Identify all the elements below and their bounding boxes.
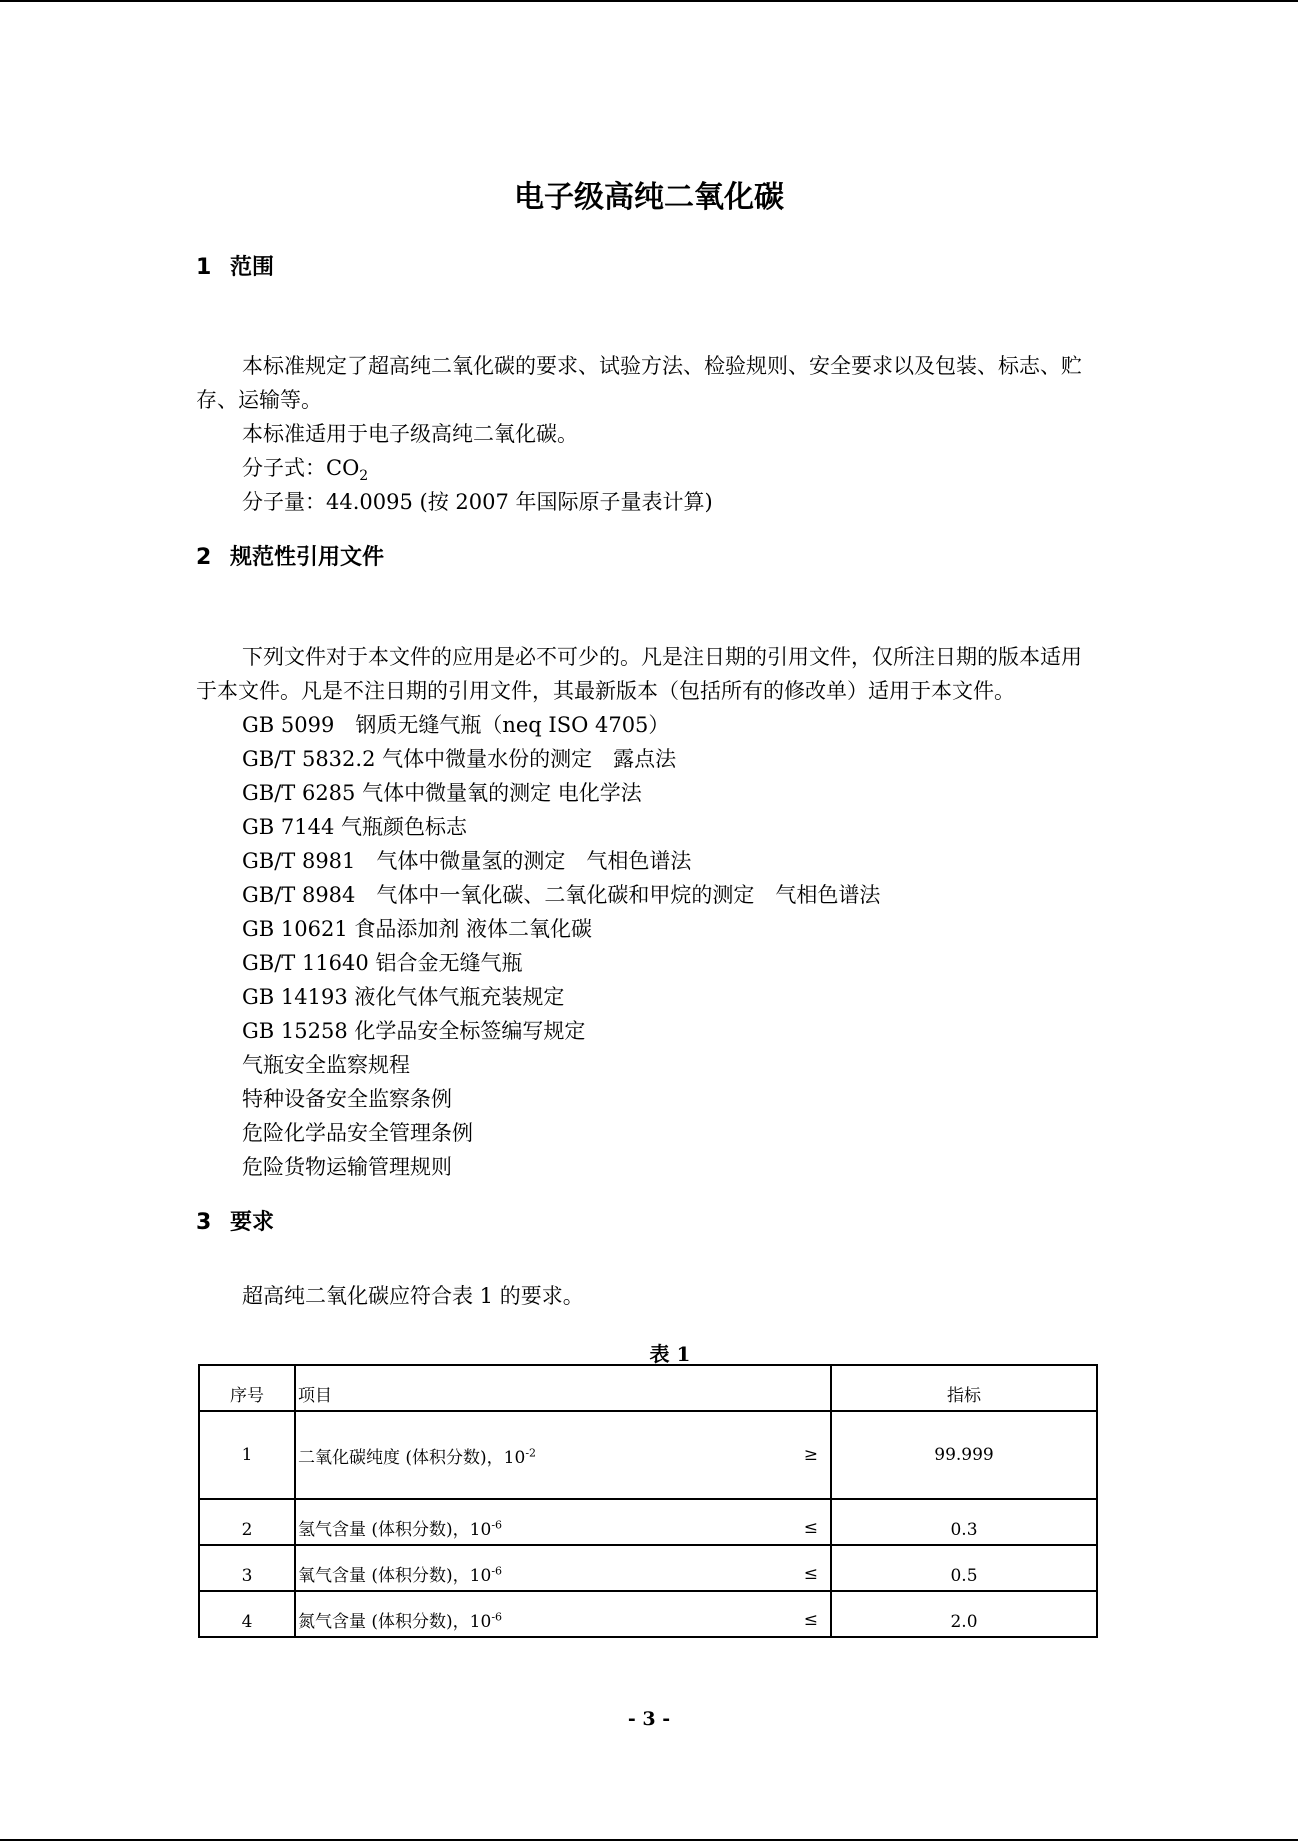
header-item: 项目	[295, 1365, 831, 1411]
document-title: 电子级高纯二氧化碳	[514, 180, 784, 215]
table-row	[199, 1545, 1097, 1591]
section-heading-scope	[196, 250, 274, 281]
reference-item: GB/T 11640 铝合金无缝气瓶	[242, 951, 523, 975]
table-header-row	[199, 1365, 1097, 1411]
section-number: 3	[196, 1210, 212, 1235]
reference-item: 特种设备安全监察条例	[242, 1087, 452, 1111]
row-item-label: 氢气含量 (体积分数)，10	[298, 1520, 492, 1540]
row-item	[295, 1499, 831, 1545]
row-no: 3	[199, 1545, 295, 1591]
section-number: 1	[196, 255, 212, 280]
row-item-exponent: -2	[525, 1445, 537, 1459]
row-no: 2	[199, 1499, 295, 1545]
section-title: 要求	[230, 1210, 275, 1235]
row-item	[295, 1545, 831, 1591]
reference-item: GB 14193 液化气体气瓶充装规定	[242, 985, 565, 1009]
row-comparator: ≤	[803, 1563, 818, 1584]
formula-label: 分子式：CO	[242, 456, 360, 480]
section-heading-requirements	[196, 1205, 274, 1236]
table-caption: 表 1	[649, 1342, 691, 1366]
requirements-table	[198, 1364, 1098, 1638]
formula-subscript: 2	[359, 468, 369, 485]
row-value: 0.5	[831, 1545, 1097, 1591]
row-comparator: ≤	[803, 1609, 818, 1630]
reference-item: GB 7144 气瓶颜色标志	[242, 815, 468, 839]
page-number: - 3 -	[627, 1708, 671, 1730]
bottom-rule	[0, 1839, 1298, 1841]
reference-item: GB/T 8984 气体中一氧化碳、二氧化碳和甲烷的测定 气相色谱法	[242, 883, 881, 907]
row-comparator: ≥	[803, 1445, 818, 1465]
row-item-label: 氧气含量 (体积分数)，10	[298, 1566, 492, 1586]
row-item-exponent: -6	[491, 1564, 503, 1578]
reference-item: 危险货物运输管理规则	[242, 1155, 452, 1179]
reference-item: GB 15258 化学品安全标签编写规定	[242, 1019, 586, 1043]
row-item	[295, 1591, 831, 1637]
scope-applicability: 本标准适用于电子级高纯二氧化碳。	[242, 422, 578, 446]
reference-item: GB 5099 钢质无缝气瓶（neq ISO 4705）	[242, 713, 670, 737]
row-value: 99.999	[831, 1411, 1097, 1499]
row-item-exponent: -6	[491, 1610, 503, 1624]
row-comparator: ≤	[803, 1517, 818, 1538]
section-title: 范围	[230, 255, 275, 280]
top-rule	[0, 0, 1298, 2]
section-heading-references	[196, 540, 384, 571]
row-value: 0.3	[831, 1499, 1097, 1545]
table-row	[199, 1499, 1097, 1545]
reference-item: GB 10621 食品添加剂 液体二氧化碳	[242, 917, 593, 941]
table-row	[199, 1411, 1097, 1499]
row-item-label: 氮气含量 (体积分数)，10	[298, 1612, 492, 1632]
reference-item: 气瓶安全监察规程	[242, 1053, 410, 1077]
row-no: 1	[199, 1411, 295, 1499]
row-item-label: 二氧化碳纯度 (体积分数)，10	[298, 1447, 526, 1468]
table-row	[199, 1591, 1097, 1637]
requirements-intro: 超高纯二氧化碳应符合表 1 的要求。	[242, 1284, 584, 1308]
section-number: 2	[196, 545, 212, 570]
reference-item: 危险化学品安全管理条例	[242, 1121, 473, 1145]
row-item-exponent: -6	[491, 1518, 503, 1532]
molecular-mass: 分子量：44.0095 (按 2007 年国际原子量表计算)	[242, 490, 713, 514]
header-no: 序号	[199, 1365, 295, 1411]
reference-item: GB/T 5832.2 气体中微量水份的测定 露点法	[242, 747, 677, 771]
row-no: 4	[199, 1591, 295, 1637]
reference-item: GB/T 6285 气体中微量氧的测定 电化学法	[242, 781, 642, 805]
references-intro: 下列文件对于本文件的应用是必不可少的。凡是注日期的引用文件，仅所注日期的版本适用于本文件。凡是不注日期的引用文件，其最新版本（包括所有的修改单）适用于本文件。	[196, 645, 1082, 703]
section-title: 规范性引用文件	[230, 545, 385, 570]
row-item	[295, 1411, 831, 1499]
header-value: 指标	[831, 1365, 1097, 1411]
reference-item: GB/T 8981 气体中微量氢的测定 气相色谱法	[242, 849, 692, 873]
row-value: 2.0	[831, 1591, 1097, 1637]
scope-paragraph: 本标准规定了超高纯二氧化碳的要求、试验方法、检验规则、安全要求以及包装、标志、贮存、运输等。	[196, 354, 1082, 412]
